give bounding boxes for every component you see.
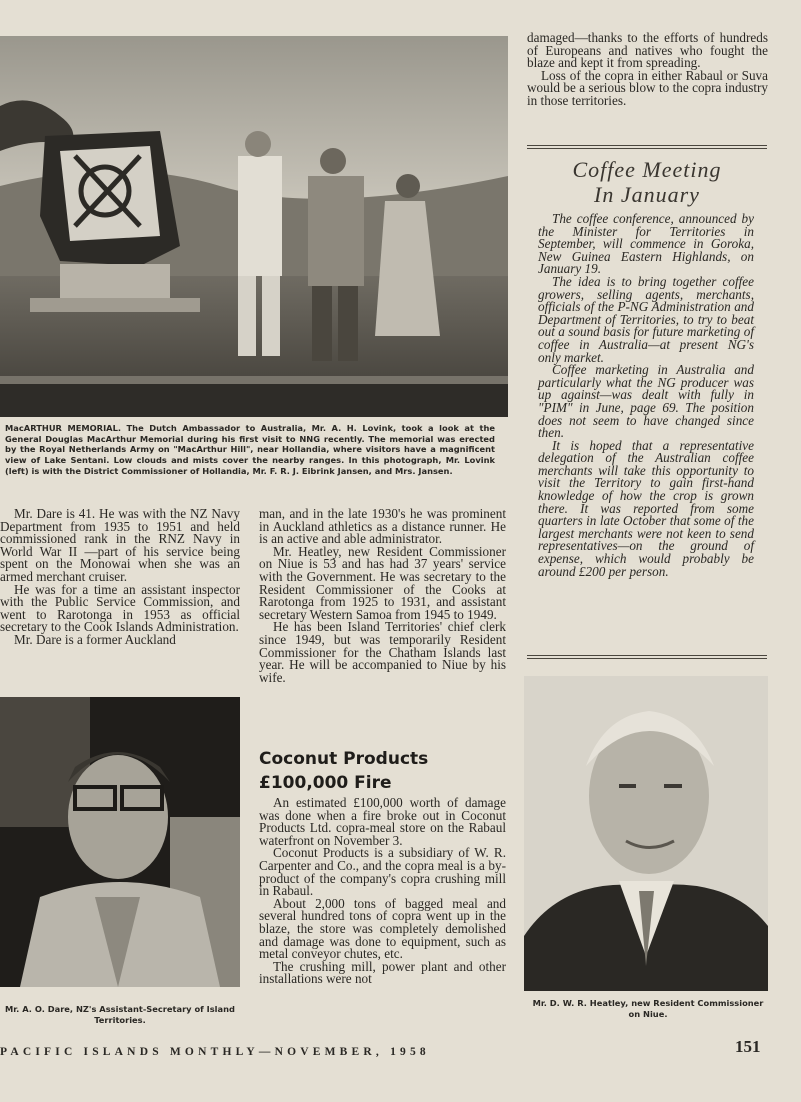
coconut-story <box>259 797 506 986</box>
coffee-story <box>538 213 754 578</box>
dare-portrait-image <box>0 697 240 987</box>
paragraph: Coffee marketing in Australia and particularly what the NG producer was up against—was dealt with fully in "PIM" in June, page 69. The position does not seem to have changed since then. <box>538 362 754 441</box>
divider-rule <box>527 655 767 659</box>
heatley-caption: Mr. D. W. R. Heatley, new Resident Commissioner on Niue. <box>532 998 764 1019</box>
paragraph: man, and in the late 1930's he was prominent in Auckland athletics as a distance runner. He is an active and able administrator. <box>259 506 506 547</box>
paragraph: It is hoped that a representative delegation of the Australian coffee merchants will take this opportunity to visit the Territory to gain first-hand knowledge of how the crop is grown there. It was reported from some quarters in late October that some of the largest merchants were not keen to send representatives—on the ground of expense, which would probably be around £200 per person. <box>538 437 754 579</box>
dare-story <box>0 508 240 647</box>
heatley-portrait-photo <box>524 676 768 991</box>
memorial-photo-image <box>0 36 508 417</box>
coffee-headline-line2: In January <box>594 182 700 207</box>
heatley-portrait-image <box>524 676 768 991</box>
paragraph: Mr. Dare is 41. He was with the NZ Navy Department from 1935 to 1951 and held commissioned rank in the RNZ Navy in World War II —part of his service being spent on the Monowai when she was an armed merchant cruiser. <box>0 506 240 584</box>
paragraph: He has been Island Territories' chief clerk since 1949, but was temporarily Resident Commissioner for the Chatham Islands last year. He will be accompanied to Niue by his wife. <box>259 619 506 685</box>
paragraph: Coconut Products is a subsidiary of W. R. Carpenter and Co., and the copra meal is a by-product of the company's copra crushing mill in Rabaul. <box>259 845 506 899</box>
coconut-headline-line1: Coconut Products <box>259 749 429 769</box>
memorial-caption: MacARTHUR MEMORIAL. The Dutch Ambassador to Australia, Mr. A. H. Lovink, took a look at the General Douglas MacArthur Memorial during his first visit to NNG recently. The memorial was erected by the Royal Netherlands Army on "MacArthur Hill", near Hollandia, where visitors have a magnificent view of Lake Sentani. Low clouds and mists cover the nearby ranges. In this photograph, Mr. Lovink (left) is with the District Commissioner of Hollandia, Mr. F. R. J. Eibrink Jansen, and Mrs. Jansen. <box>5 423 495 476</box>
page-number: 151 <box>735 1037 761 1056</box>
paragraph: He was for a time an assistant inspector with the Public Service Commission, and went to Rarotonga in 1953 as official secretary to the Cook Islands Administration. <box>0 581 240 635</box>
coconut-headline-line2: £100,000 Fire <box>259 773 392 793</box>
coffee-headline-line1: Coffee Meeting <box>572 157 722 182</box>
paragraph: The idea is to bring together coffee growers, selling agents, merchants, officials of the P-NG Administration and Department of Territories, to try to beat out a sound basis for future marketing of coffee in Australia—at present NG's only market. <box>538 273 754 365</box>
paragraph: The crushing mill, power plant and other installations were not <box>259 958 506 987</box>
dare-portrait-photo <box>0 697 240 987</box>
coffee-headline <box>527 157 767 207</box>
paragraph: damaged—thanks to the efforts of hundreds of Europeans and natives who fought the blaze and kept it from spreading. <box>527 30 768 71</box>
paragraph: An estimated £100,000 worth of damage was done when a fire broke out in Coconut Products Ltd. copra-meal store on the Rabaul waterfront on November 3. <box>259 795 506 848</box>
paragraph: Mr. Heatley, new Resident Commissioner on Niue is 53 and has had 37 years' service with the Government. He was secretary to the Resident Commissioner of the Cooks at Rarotonga from 1925 to 1931, and assistant secretary Western Samoa from 1945 to 1949. <box>259 543 506 622</box>
coconut-headline <box>259 747 506 795</box>
memorial-photo <box>0 36 508 417</box>
paragraph: Mr. Dare is a former Auckland <box>14 631 176 647</box>
paragraph: About 2,000 tons of bagged meal and several hundred tons of copra went up in the blaze, the store was completely demolished and damage was done to equipment, such as metal conveyor chutes, etc. <box>259 895 506 962</box>
paragraph: Loss of the copra in either Rabaul or Suva would be a serious blow to the copra industry in those territories. <box>527 67 768 108</box>
paragraph: The coffee conference, announced by the Minister for Territories in September, will commence in Goroka, New Guinea Eastern Highlands, on January 19. <box>538 211 754 277</box>
divider-rule <box>527 145 767 149</box>
fire-story-continuation <box>527 32 768 108</box>
dare-caption: Mr. A. O. Dare, NZ's Assistant-Secretary of Island Territories. <box>5 1004 235 1025</box>
page-footer-masthead: PACIFIC ISLANDS MONTHLY—NOVEMBER, 1958 <box>0 1046 430 1058</box>
heatley-story <box>259 508 506 684</box>
